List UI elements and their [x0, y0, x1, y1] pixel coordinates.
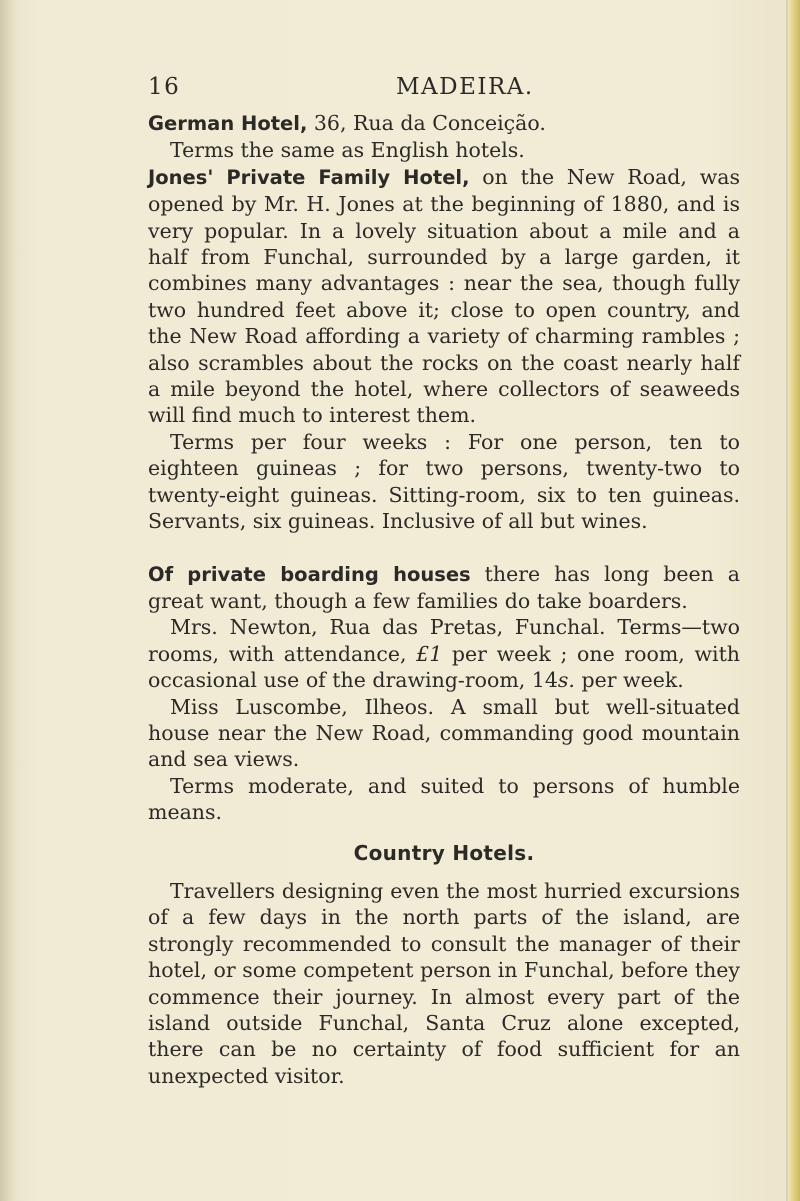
newton-text-3: per week.: [574, 668, 684, 693]
german-hotel-address: 36, Rua da Conceição.: [307, 111, 546, 135]
running-title: MADEIRA.: [396, 74, 534, 100]
newton-shillings: s.: [557, 668, 575, 693]
page-body: [148, 110, 740, 1089]
luscombe-entry: Miss Luscombe, Ilheos. A small but well-situated house near the New Road, commanding good mountain and sea views.: [148, 694, 740, 772]
jones-hotel-name: Jones' Private Family Hotel,: [148, 165, 470, 189]
german-hotel-name: German Hotel,: [148, 112, 308, 135]
page-gutter: [0, 0, 14, 1201]
newton-entry: [148, 614, 740, 693]
boarding-lead: Of private boarding houses: [148, 562, 471, 586]
newton-text-2: per week ; one room, with occasional use of the drawing-room, 14: [148, 641, 741, 693]
jones-hotel-description: on the New Road, was opened by Mr. H. Jones at the beginning of 1880, and is very popular. In a lovely situation about a mile and a half from Funchal, surrounded by a large garden, it combines many advantages : near the sea, though fully two hundred feet above it; close to open country, and the New Road affording a variety of charming rambles ; also scrambles about the rocks on the coast nearly half a mile beyond the hotel, where collectors of seaweeds will find much to interest them.: [148, 164, 740, 428]
boarding-intro: [148, 561, 740, 615]
newton-text-1: Mrs. Newton, Rua das Pretas, Funchal. Terms—two rooms, with attendance,: [148, 615, 740, 666]
luscombe-terms: Terms moderate, and suited to persons of humble means.: [148, 773, 740, 825]
german-hotel-terms: Terms the same as English hotels.: [170, 138, 525, 163]
page-number: 16: [148, 74, 181, 100]
jones-hotel-terms: Terms per four weeks : For one person, ten to eighteen guineas ; for two persons, twenty-two to twenty-eight guineas. Sitting-room, six to ten guineas. Servants, six guineas. Inclusive of all but wines.: [148, 429, 740, 534]
paragraph-gap: [148, 535, 740, 561]
jones-hotel-entry: [148, 164, 740, 429]
page-edge: [788, 0, 800, 1201]
german-hotel-entry: [148, 110, 740, 137]
boarding-intro-text: there has long been a great want, though a few families do take boarders.: [148, 561, 740, 613]
country-hotels-heading: Country Hotels.: [353, 840, 535, 865]
country-hotels-body: Travellers designing even the most hurried excursions of a few days in the north parts of the island, are strongly recommended to consult the manager of their hotel, or some competent person in Funchal, before they commence their journey. In almost every part of the island outside Funchal, Santa Cruz alone excepted, there can be no certainty of food sufficient for an unexpected visitor.: [148, 878, 740, 1088]
newton-price-pound: £1: [416, 641, 443, 666]
